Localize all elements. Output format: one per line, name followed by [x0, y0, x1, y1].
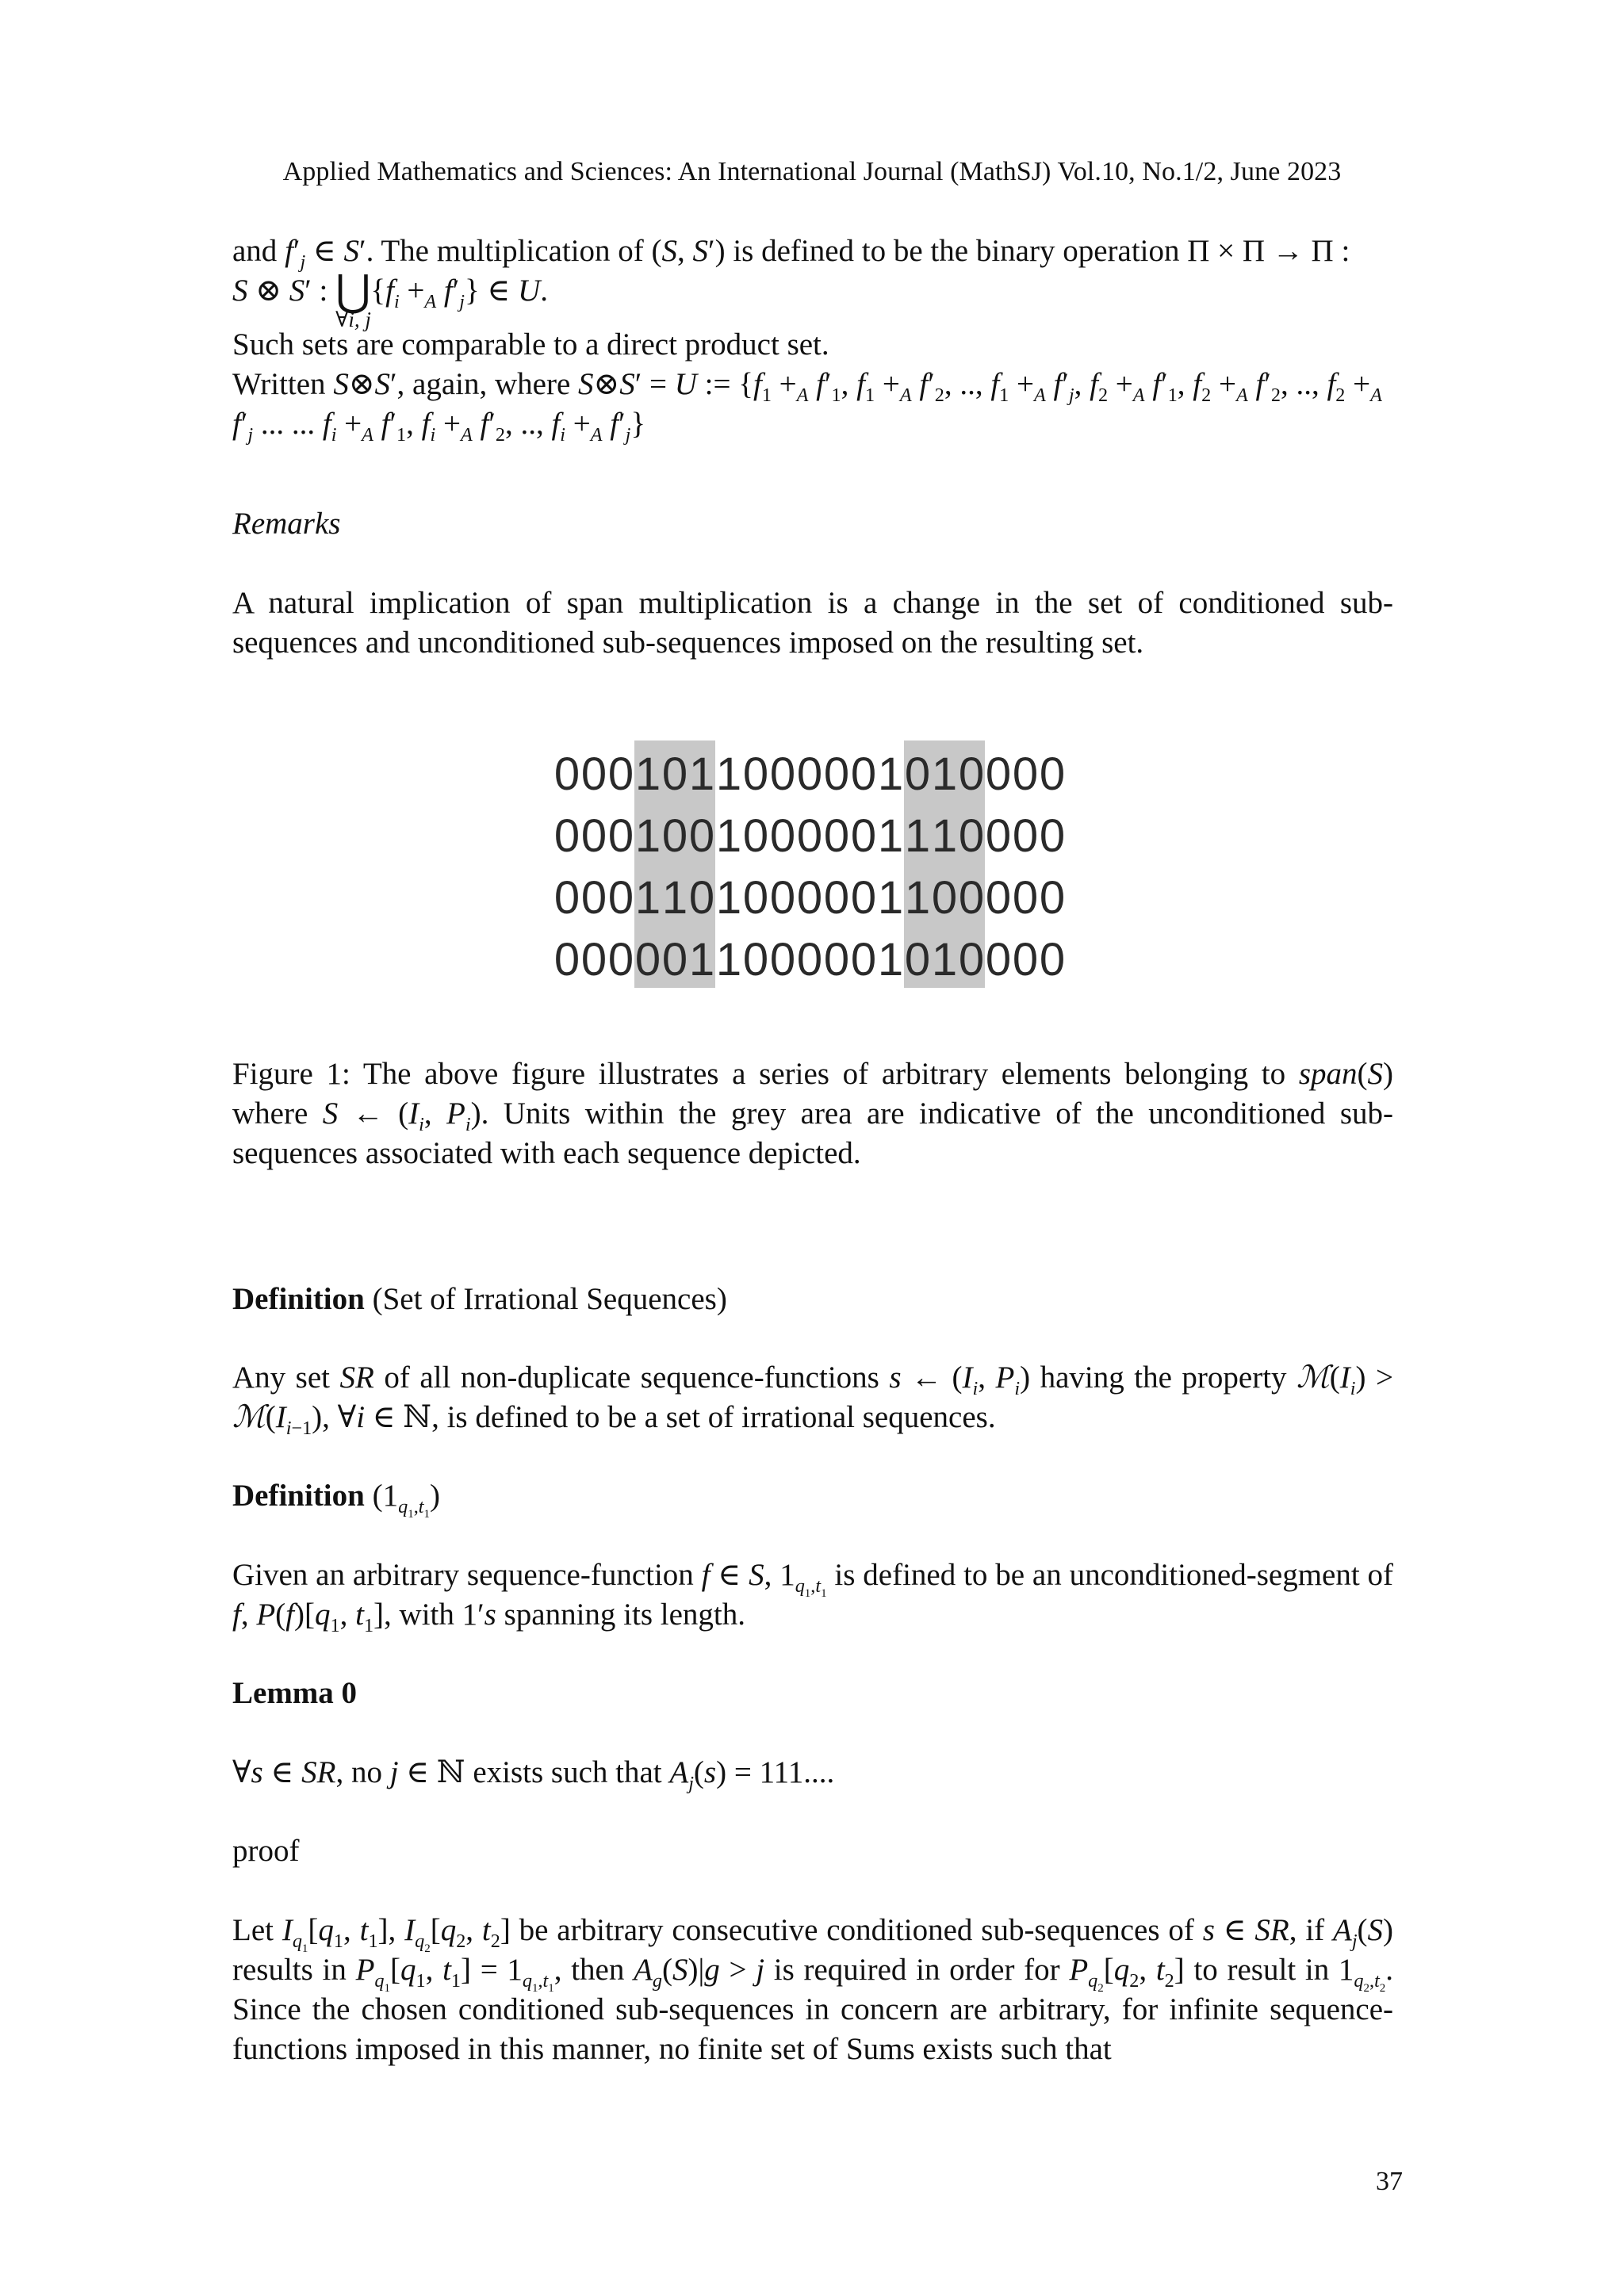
- text: spanning its length.: [496, 1598, 745, 1632]
- proof-paragraph: Let $I_{q_1}[q_1$, $t_1$], $I_{q_2}[q_2$, $t_2$] be arbitrary consecutive conditioned sub-sequences of s ∈ SR, if $A_j(S)$ results in $P_{q_1}[q_1$, $t_1] = 1_{q_1,t_1}$, then $A_g(S)|g > j$ is required in order for $P_{q_2}[q_2$, $t_2$] to result in $1_{q_2,t_2}$. Since the chosen conditioned sub-sequences in concern are arbitrary, for infinite sequence-functions imposed in this manner, no finite set of Sums exists such that: [232, 1913, 1394, 2066]
- text: Given an arbitrary sequence-function: [232, 1558, 702, 1592]
- text: Written: [232, 367, 334, 401]
- figure-caption: Figure 1: The above figure illustrates a series of arbitrary elements belonging to span(S) where S ← ($I_i$, $P_i$). Units within the grey area are indicative of the unconditioned sub-sequences associated with each sequence depicted.: [232, 1057, 1393, 1170]
- text: and: [232, 234, 285, 268]
- running-header: Applied Mathematics and Sciences: An International Journal (MathSJ) Vol.10, No.1/2, June 2023: [282, 157, 1342, 186]
- sequence-row: 0 0 0 0 0 1 1 0 0 0 0 0 1 0 1 0 0 0 0: [553, 934, 1066, 985]
- text: results in: [232, 1953, 356, 1987]
- sequence-row: 0 0 0 1 1 0 1 0 0 0 0 0 1 1 0 0 0 0 0: [553, 872, 1066, 924]
- text: is defined to be the binary operation Π × Π → Π :: [725, 234, 1350, 268]
- text: , is defined to be a set of irrational sequences.: [431, 1400, 996, 1434]
- text: , again, where: [396, 367, 579, 401]
- figure-binary-sequences: [553, 740, 1066, 988]
- text: exists such that: [465, 1755, 670, 1789]
- remarks-label: [232, 504, 1393, 544]
- page-number: 37: [1376, 2167, 1403, 2196]
- text: where: [232, 1096, 323, 1131]
- text: Any set: [232, 1360, 340, 1395]
- definition-paragraph: Given an arbitrary sequence-function f ∈ S, $1_{q_1,t_1}$ is defined to be an unconditioned-segment of f, $P(f)[q_1$, $t_1$], with 1′s spanning its length.: [232, 1558, 1394, 1636]
- sequence-row: 0 0 0 1 0 0 1 0 0 0 0 0 1 1 1 0 0 0 0: [553, 810, 1066, 862]
- text: is required in order for: [764, 1953, 1070, 1987]
- text: Let: [232, 1913, 282, 1947]
- text: to result in: [1184, 1953, 1339, 1987]
- text: Figure 1: The above figure illustrates a series of arbitrary elements belonging to: [232, 1057, 1299, 1091]
- text: Lemma 0: [232, 1676, 358, 1710]
- text: Such sets are comparable to a direct product set.: [232, 327, 829, 362]
- text: . Units within the grey area are indicative of the unconditioned sub-sequences associated with each sequence depicted.: [232, 1096, 1393, 1170]
- lemma-heading: [232, 1674, 1393, 1713]
- text: Remarks: [232, 507, 341, 541]
- text: , no: [335, 1755, 390, 1789]
- definition-heading: [232, 1280, 1393, 1319]
- text: , if: [1289, 1913, 1333, 1947]
- remarks-paragraph: A natural implication of span multiplication is a change in the set of conditioned sub-sequences and unconditioned sub-sequences imposed on the resulting set.: [232, 586, 1393, 660]
- text: be arbitrary consecutive conditioned sub-sequences of: [510, 1913, 1203, 1947]
- sequence-row: 0 0 0 1 0 1 1 0 0 0 0 0 1 0 1 0 0 0 0: [553, 748, 1066, 800]
- lemma-statement: ∀s ∈ SR, no j ∈ ℕ exists such that $A_j(s) = 111$....: [232, 1755, 835, 1794]
- text: (Set of Irrational Sequences): [364, 1282, 727, 1316]
- text: , then: [553, 1953, 634, 1987]
- big-union: ⋃ ∀i, j: [335, 267, 371, 331]
- text: Definition: [232, 1282, 365, 1316]
- text: of all non-duplicate sequence-functions: [373, 1360, 890, 1395]
- union-subscript: ∀i, j: [335, 308, 371, 331]
- proof-label: proof: [232, 1834, 300, 1868]
- text: Definition: [232, 1479, 365, 1513]
- definition-heading: Definition $(1_{q_1,t_1})$: [232, 1479, 440, 1521]
- text: , with: [384, 1598, 462, 1632]
- text: having the property: [1030, 1360, 1297, 1395]
- definition-paragraph: Any set SR of all non-duplicate sequence-functions s ← ($I_i$, $P_i$) having the property $ℳ(I_i)$ > $ℳ(I_{i-1})$, ∀i ∈ ℕ, is defined to be a set of irrational sequences.: [232, 1360, 1393, 1439]
- paragraph-multiplication: and $f'_j$ ∈ S′. The multiplication of (S, S′) is defined to be the binary operation Π × Π → Π : S ⊗ S′ : ⋃ ∀i, j {$f_i +_A$ $f'_j$} ∈ U. Such sets are comparable to a direct product set. Written S⊗S′, again, where S⊗S′ = U := {$f_1 +_A$ $f'_1$, $f_1 +_A$ $f'_2$, .., $f_1 +_A$ $f'_j$, $f_2 +_A$ $f'_1$, $f_2 +_A$ $f'_2$, .., $f_2 +_A$ $f'_j$ ... ... $f_i +_A$ $f'_1$, $f_i +_A$ $f'_2$, .., $f_i +_A$ $f'_j$}: [232, 234, 1382, 446]
- text: . Since the chosen conditioned sub-sequences in concern are arbitrary, for infinite sequence-functions imposed in this manner, no finite set of Sums exists such that: [232, 1953, 1394, 2066]
- text: . The multiplication of: [366, 234, 652, 268]
- text: is defined to be an unconditioned-segment of: [826, 1558, 1394, 1592]
